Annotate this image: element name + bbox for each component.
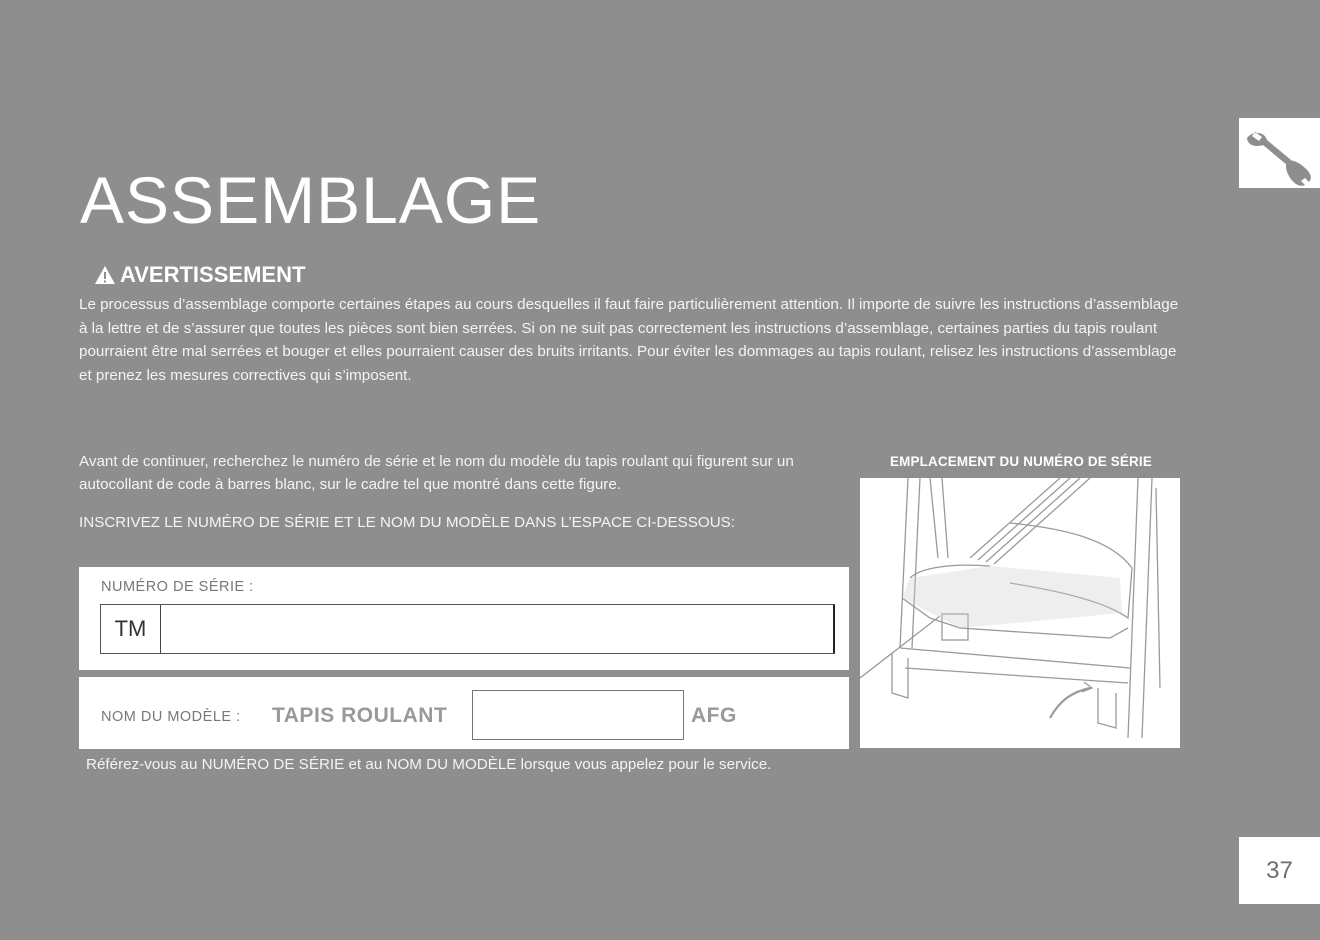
warning-heading-text: AVERTISSEMENT (120, 262, 306, 287)
intro-text: Avant de continuer, recherchez le numéro de série et le nom du modèle du tapis roulant qui figurent sur un autocollant de code à barres blanc, sur le cadre tel que montré dans cette figure. (79, 453, 794, 493)
warning-body: Le processus d’assemblage comporte certaines étapes au cours desquelles il faut faire particulièrement attention. Il importe de suivre les instructions d’assemblage à la lettre et de s’assurer que toutes les pièces sont bien serrées. Si on ne suit pas correctement les instructions d’assemblage, certaines parties du tapis roulant pourraient être mal serrées et bouger et elles pourraient causer des bruits irritants. Pour éviter les dommages au tapis roulant, relisez les instructions d’assemblage et prenez les mesures correctives qui s’imposent. (79, 296, 1179, 384)
footer-note: Référez-vous au NUMÉRO DE SÉRIE et au NOM DU MODÈLE lorsque vous appelez pour le service. (86, 756, 772, 773)
page-number: 37 (1239, 837, 1320, 904)
model-name-suffix: AFG (691, 704, 737, 727)
warning-triangle-icon (94, 265, 116, 285)
serial-number-label: NUMÉRO DE SÉRIE : (101, 579, 254, 595)
model-number-field[interactable] (472, 690, 684, 740)
section-tab (1239, 118, 1320, 188)
serial-number-field[interactable] (100, 604, 835, 654)
model-name-label: NOM DU MODÈLE : (101, 709, 241, 725)
model-name-prefix: TAPIS ROULANT (272, 704, 448, 727)
page-title: ASSEMBLAGE (80, 163, 542, 238)
serial-location-figure (860, 478, 1180, 748)
model-name-panel (79, 677, 849, 749)
instruction-text: INSCRIVEZ LE NUMÉRO DE SÉRIE ET LE NOM DU MODÈLE DANS L’ESPACE CI-DESSOUS: (79, 514, 736, 531)
figure-caption: EMPLACEMENT DU NUMÉRO DE SÉRIE (890, 454, 1152, 469)
treadmill-illustration (860, 478, 1180, 748)
warning-heading (94, 260, 305, 290)
wrench-icon (1239, 118, 1320, 188)
serial-prefix: TM (101, 605, 161, 653)
serial-number-panel (79, 567, 849, 670)
